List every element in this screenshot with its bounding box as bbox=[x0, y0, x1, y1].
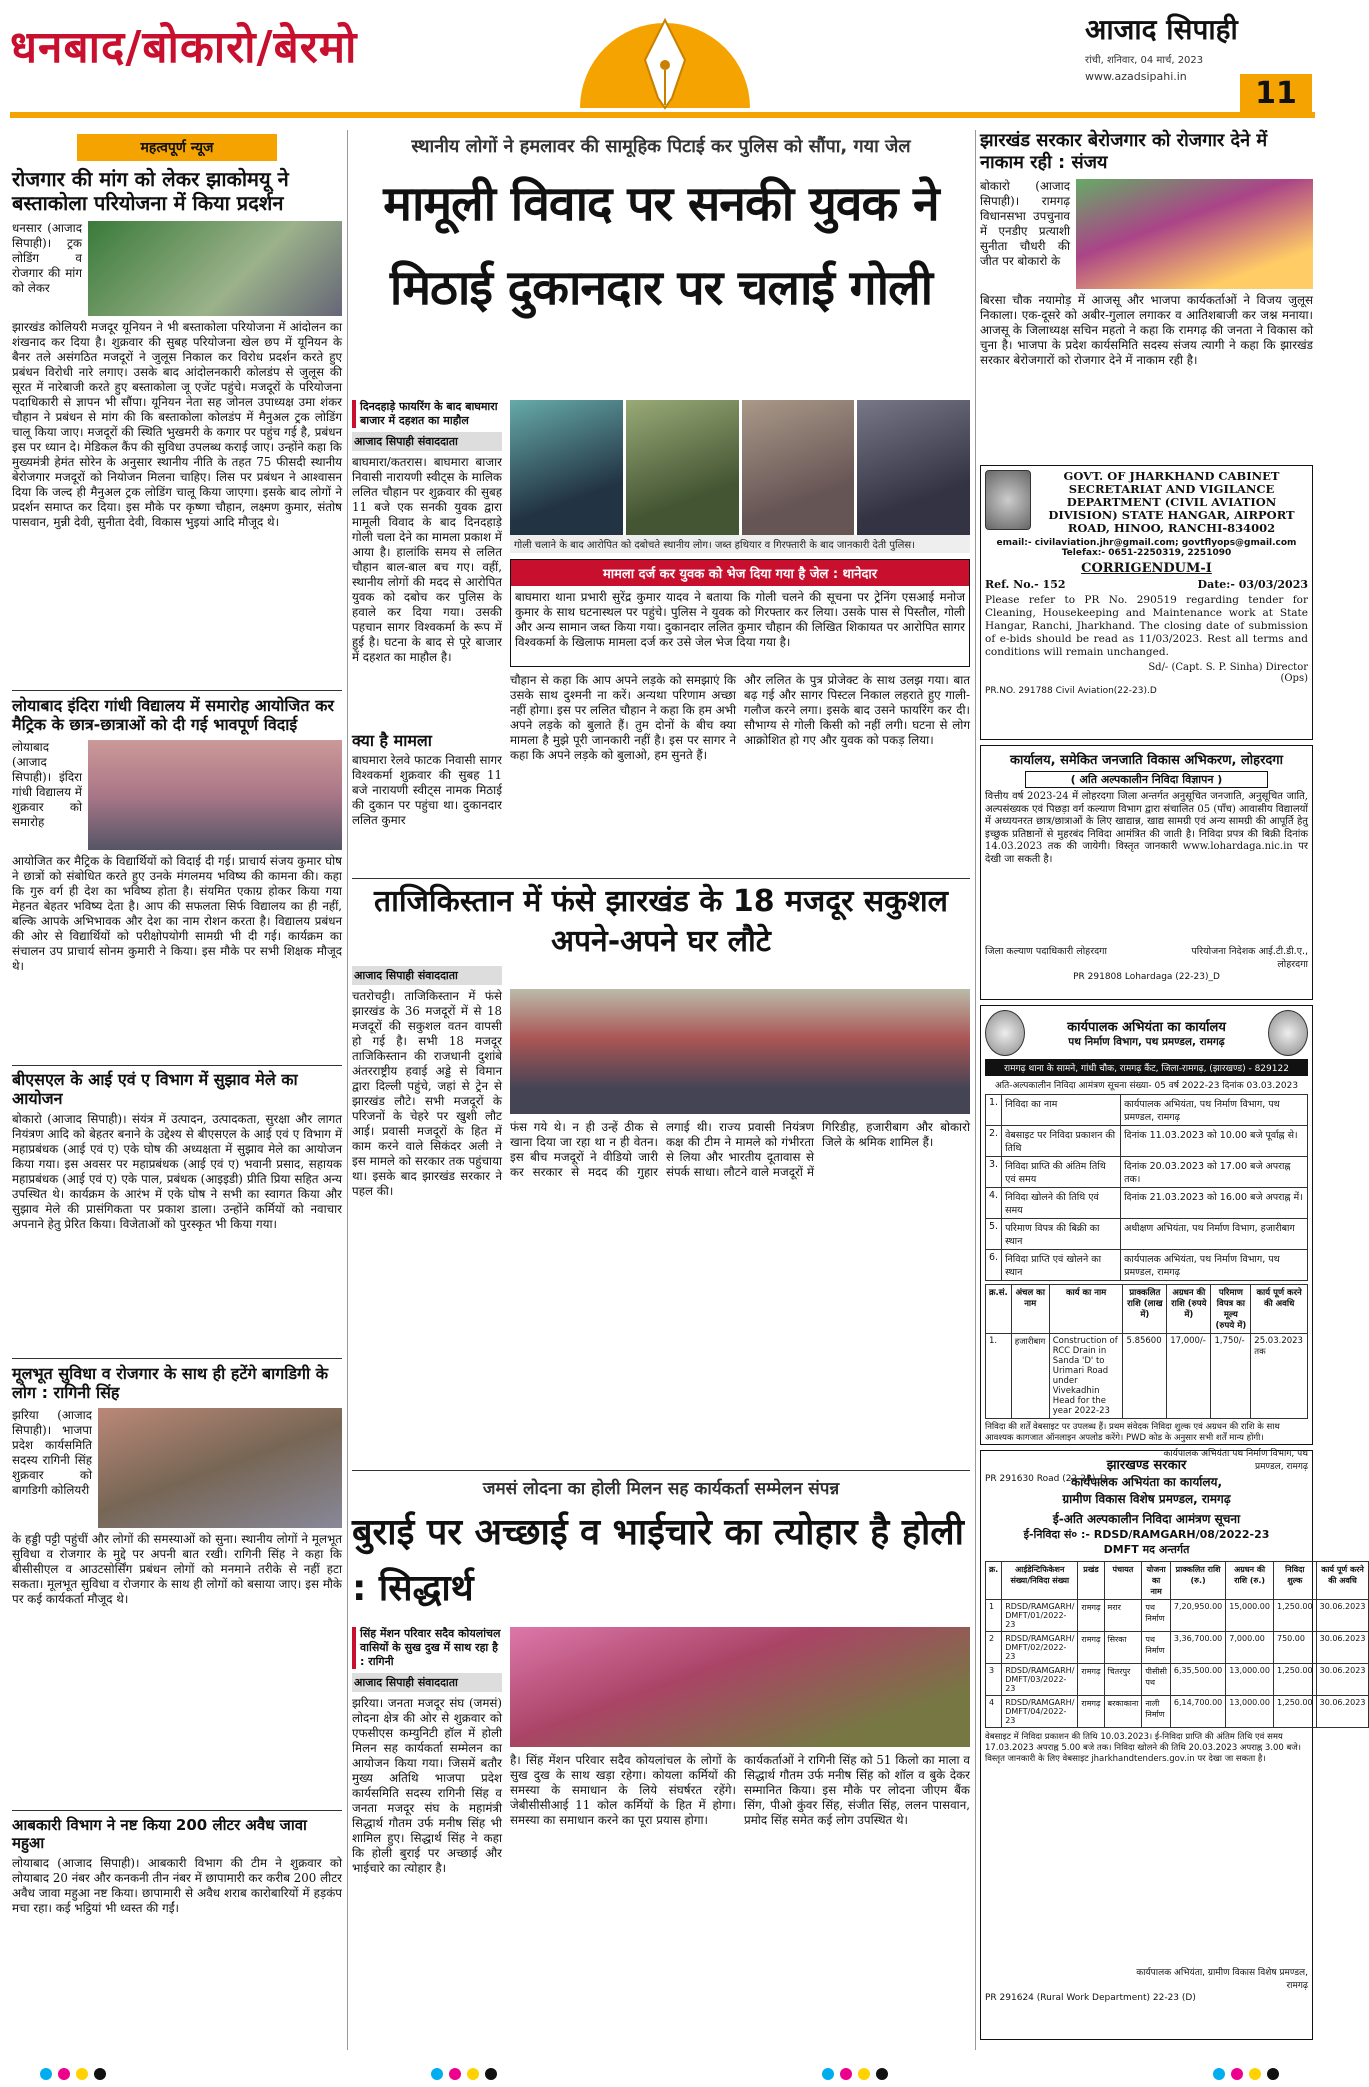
workers-photo bbox=[510, 989, 970, 1114]
ad-title: झारखण्ड सरकार bbox=[1106, 1458, 1187, 1473]
table-cell: 2. bbox=[986, 1126, 1002, 1157]
column-rule bbox=[347, 130, 348, 2050]
table-cell: 750.00 bbox=[1273, 1632, 1316, 1664]
table-header: प्राक्कलित राशि (लाख में) bbox=[1123, 1285, 1167, 1334]
table-cell: 3 bbox=[986, 1664, 1002, 1696]
table-row bbox=[986, 1600, 1369, 1632]
civil-aviation-notice bbox=[980, 465, 1313, 740]
table-header: परिमाण विपत्र का मूल्य (रुपये में) bbox=[1211, 1285, 1251, 1334]
masthead-section-title bbox=[10, 18, 430, 78]
table-cell: पीसीसी पथ bbox=[1142, 1664, 1171, 1696]
table-cell: परिमाण विपत्र की बिक्री का स्थान bbox=[1002, 1219, 1121, 1250]
table-cell: निविदा खोलने की तिथि एवं समय bbox=[1002, 1188, 1121, 1219]
holi-photo bbox=[510, 1627, 970, 1747]
color-dot-icon bbox=[467, 2068, 479, 2080]
work-table bbox=[985, 1284, 1308, 1419]
table-row bbox=[986, 1126, 1308, 1157]
ad-title: कार्यपालक अभियंता का कार्यालय bbox=[1067, 1020, 1226, 1035]
rally-photo bbox=[1076, 179, 1313, 289]
story-body: झरिया। जनता मजदूर संघ (जमसं) लोदना क्षेत्र की ओर से शुक्रवार को एफसीएस कम्युनिटी हॉल में होली मिलन सह कार्यकर्ता सम्मेलन का आयोजन किया गया। जिसमें बतौर मुख्य अतिथि भाजपा प्रदेश कार्यसमिति सदस्य रागिनी सिंह व जनता मजदूर संघ के महामंत्री सिद्धार्थ गौतम उर्फ मनीष सिंह भी शामिल हुए। सिद्धार्थ सिंह ने कहा कि होली बुराई पर अच्छाई और भाईचारे का त्योहार है। bbox=[352, 1696, 502, 1875]
table-cell: 30.06.2023 bbox=[1316, 1696, 1369, 1728]
divider bbox=[12, 1358, 342, 1359]
right-column bbox=[980, 130, 1366, 2055]
ad-office: कार्यपालक अभियंता का कार्यालय, bbox=[1070, 1475, 1223, 1489]
table-header: प्राक्कलित राशि (रु.) bbox=[1170, 1562, 1225, 1600]
ad-division: ग्रामीण विकास विशेष प्रमण्डल, रामगढ़ bbox=[1062, 1492, 1231, 1506]
table-cell: रामगढ़ bbox=[1078, 1664, 1104, 1696]
byline: आजाद सिपाही संवाददाता bbox=[352, 966, 502, 985]
main-headline-line-2: मिठाई दुकानदार पर चलाई गोली bbox=[389, 260, 933, 316]
ad-sign-right: परियोजना निदेशक आई.टी.डी.ए., लोहरदगा bbox=[1191, 946, 1308, 970]
table-cell: 30.06.2023 bbox=[1316, 1632, 1369, 1664]
table-cell: 1,250.00 bbox=[1273, 1696, 1316, 1728]
story-lead: धनसार (आजाद सिपाही)। ट्रक लोडिंग व रोजगार की मांग को लेकर bbox=[12, 221, 82, 295]
table-cell: पथ निर्माण bbox=[1142, 1600, 1171, 1632]
color-dot-icon bbox=[840, 2068, 852, 2080]
table-cell: निविदा प्राप्ति की अंतिम तिथि एवं समय bbox=[1002, 1157, 1121, 1188]
story-body: और ललित के पुत्र प्रोजेक्ट के साथ उलझ गया। बात बढ़ गई और सागर पिस्टल निकाल लहराते हुए गाली-गलौज करने लगा। इसके बाद उसने फायरिंग कर दी। सौभाग्य से गोली किसी को नहीं लगी। घटना से लोग आक्रोशित हो गए और युवक को पकड़ लिया। bbox=[744, 673, 970, 747]
table-cell: हजारीबाग bbox=[1011, 1334, 1049, 1419]
byline: आजाद सिपाही संवाददाता bbox=[352, 432, 502, 451]
section-title: धनबाद/बोकारो/बेरमो bbox=[10, 22, 358, 73]
color-dot-icon bbox=[58, 2068, 70, 2080]
ad-sign: Sd/- (Capt. S. P. Sinha) Director (Ops) bbox=[1148, 662, 1308, 684]
pen-nib-icon bbox=[560, 0, 770, 110]
table-cell: 1,250.00 bbox=[1273, 1600, 1316, 1632]
table-cell: दिनांक 20.03.2023 को 17.00 बजे अपराह्न तक। bbox=[1121, 1157, 1308, 1188]
table-header: क्र. bbox=[986, 1562, 1002, 1600]
story-body: बाघमारा रेलवे फाटक निवासी सागर विश्वकर्मा शुक्रवार की सुबह 11 बजे नारायणी स्वीट्स नामक मिठाई की दुकान पर पहुंचा था। दुकानदार ललित कुमार bbox=[352, 753, 502, 827]
color-dot-icon bbox=[1213, 2068, 1225, 2080]
emblem-icon bbox=[985, 470, 1031, 530]
website: www.azadsipahi.in bbox=[1085, 70, 1187, 83]
color-dot-icon bbox=[94, 2068, 106, 2080]
table-cell: रामगढ़ bbox=[1078, 1632, 1104, 1664]
tender-info-table bbox=[985, 1094, 1308, 1281]
ad-contact: email:- civilaviation.jhr@gmail.com; govtflyops@gmail.com Telefax:- 0651-2250319, 2251090 bbox=[996, 538, 1297, 558]
table-cell: RDSD/RAMGARH/ DMFT/03/2022-23 bbox=[1002, 1664, 1078, 1696]
table-cell: 2 bbox=[986, 1632, 1002, 1664]
table-cell: 7,000.00 bbox=[1226, 1632, 1274, 1664]
table-cell: 17,000/- bbox=[1167, 1334, 1211, 1419]
divider bbox=[12, 690, 342, 691]
table-cell: रामगढ़ bbox=[1078, 1696, 1104, 1728]
ad-ref: Ref. No.- 152 bbox=[985, 578, 1066, 591]
story-body: बिरसा चौक नयामोड़ में आजसू और भाजपा कार्यकर्ताओं ने विजय जुलूस निकाला। एक-दूसरे को अबीर-गुलाल लगाकर व आतिशबाजी कर जश्न मनाया। आजसू के जिलाध्यक्ष सचिन महतो ने कहा कि रामगढ़ की जनता ने विकास को चुना है। भाजपा के प्रदेश कार्यसमिति सदस्य संजय त्यागी ने कहा कि झारखंड सरकार बेरोजगारों को रोजगार देने में नाकाम रही है। bbox=[980, 293, 1313, 368]
table-cell: दिनांक 11.03.2023 को 10.00 बजे पूर्वाह्न से। bbox=[1121, 1126, 1308, 1157]
story-lead: झरिया (आजाद सिपाही)। भाजपा प्रदेश कार्यसमिति सदस्य रागिनी सिंह शुक्रवार को बागडिगी कोलियरी bbox=[12, 1408, 92, 1498]
table-cell: निविदा का नाम bbox=[1002, 1095, 1121, 1126]
divider bbox=[352, 878, 970, 879]
byline: आजाद सिपाही संवाददाता bbox=[352, 1673, 502, 1692]
table-cell: वेबसाइट पर निविदा प्रकाशन की तिथि bbox=[1002, 1126, 1121, 1157]
table-cell: अधीक्षण अभियंता, पथ निर्माण विभाग, हजारीबाग bbox=[1121, 1219, 1308, 1250]
table-cell: दिनांक 21.03.2023 को 16.00 बजे अपराह्न में। bbox=[1121, 1188, 1308, 1219]
ad-ref: ई-निविदा सं० :- RDSD/RAMGARH/08/2022-23 bbox=[1023, 1528, 1270, 1541]
table-cell: 6. bbox=[986, 1250, 1002, 1281]
story-body: कार्यकर्ताओं ने रागिनी सिंह को 51 किलो का माला व सिद्धार्थ गौतम उर्फ मनीष सिंह को शॉल व बुके देकर सम्मानित किया। इस मौके पर लोदना जीएम बैंक सिंग, पीओ कुंवर सिंह, संजीत सिंह, ललन पासवान, प्रमोद सिंह समेत कई लोग उपस्थित थे। bbox=[744, 1753, 970, 1827]
rural-tender-table bbox=[985, 1561, 1369, 1728]
ad-subtitle: ( अति अल्पकालीन निविदा विज्ञापन ) bbox=[1025, 771, 1268, 788]
table-cell: 30.06.2023 bbox=[1316, 1664, 1369, 1696]
ad-subtitle: पथ निर्माण विभाग, पथ प्रमण्डल, रामगढ़ bbox=[1068, 1036, 1225, 1048]
registration-marks bbox=[822, 2065, 894, 2084]
ad-sign-left: जिला कल्याण पदाधिकारी लोहरदगा bbox=[985, 946, 1107, 957]
ad-title: कार्यालय, समेकित जनजाति विकास अभिकरण, लोहरदगा bbox=[1010, 753, 1283, 768]
table-row bbox=[986, 1188, 1308, 1219]
subhead: क्या है मामला bbox=[352, 731, 432, 750]
color-dot-icon bbox=[76, 2068, 88, 2080]
table-cell: 13,000.00 bbox=[1226, 1664, 1274, 1696]
center-section bbox=[352, 130, 970, 2055]
story-headline: बुराई पर अच्छाई व भाईचारे का त्योहार है होली : सिद्धार्थ bbox=[352, 1512, 965, 1609]
color-dot-icon bbox=[485, 2068, 497, 2080]
students-photo bbox=[88, 740, 342, 850]
table-header: पंचायत bbox=[1104, 1562, 1142, 1600]
table-row bbox=[986, 1664, 1369, 1696]
table-row bbox=[986, 1250, 1308, 1281]
table-cell: चितरपुर bbox=[1104, 1664, 1142, 1696]
registration-marks bbox=[40, 2065, 112, 2084]
story-headline: आबकारी विभाग ने नष्ट किया 200 लीटर अवैध जावा महुआ bbox=[12, 1816, 307, 1852]
story-lead: बोकारो (आजाद सिपाही)। रामगढ़ विधानसभा उपचुनाव में एनडीए प्रत्याशी सुनीता चौधरी की जीत पर बोकारो के bbox=[980, 179, 1070, 269]
table-cell: RDSD/RAMGARH/ DMFT/04/2022-23 bbox=[1002, 1696, 1078, 1728]
table-header: अग्रधन की राशि (रुपये में) bbox=[1167, 1285, 1211, 1334]
registration-marks bbox=[1213, 2065, 1285, 2084]
paper-name: आजाद सिपाही bbox=[1085, 13, 1238, 46]
box-title: मामला दर्ज कर युवक को भेज दिया गया है जेल : थानेदार bbox=[511, 560, 969, 586]
table-cell: 3,36,700.00 bbox=[1170, 1632, 1225, 1664]
table-row bbox=[986, 1696, 1369, 1728]
ad-sign: कार्यपालक अभियंता पथ निर्माण विभाग, पथ प्रमण्डल, रामगढ़ bbox=[1163, 1449, 1308, 1472]
sidebar-tag: दिनदहाड़े फायरिंग के बाद बाघमारा बाजार में दहशत का माहौल bbox=[352, 400, 502, 428]
table-cell: 4. bbox=[986, 1188, 1002, 1219]
story-body: बोकारो (आजाद सिपाही)। संयंत्र में उत्पादन, उत्पादकता, सुरक्षा और लागत नियंत्रण आदि को बेहतर बनाने के उद्देश्य से बीएसएल के आई एवं ए विभाग में महाप्रबंधक (आई एवं ए) एके घोष की अध्यक्षता में सुझाव मेले का आयोजन किया गया। इस अवसर पर महाप्रबंधक (आई एवं ए) भवानी प्रसाद, सहायक महाप्रबंधक (आई एवं ए) एके पाल, प्रबंधक (आइइडी) प्रीति प्रिया सहित अन्य उपस्थित थे। कार्यक्रम के आरंभ में एके घोष ने सभी का स्वागत किया और सुझाव मेले की प्रासंगिकता पर प्रकाश डाला। उन्होंने कर्मियों को नवाचार अपनाने हेतु प्रेरित किया। विजेताओं को पुरस्कृत भी किया गया। bbox=[12, 1112, 342, 1232]
photo-caption: गोली चलाने के बाद आरोपित को दबोचते स्थानीय लोग। जब्त हथियार व गिरफ्तारी के बाद जानकारी देती पुलिस। bbox=[510, 535, 970, 553]
ad-notice: ई-अति अल्पकालीन निविदा आमंत्रण सूचना bbox=[1052, 1512, 1241, 1526]
story-body: बाघमारा/कतरास। बाघमारा बाजार निवासी नारायणी स्वीट्स के मालिक ललित चौहान पर शुक्रवार की सुबह 11 बजे एक सनकी युवक द्वारा मामूली विवाद के बाद दिनदहाड़े गोली चला देने का मामला प्रकाश में आया है। हालांकि समय से ललित चौहान बाल-बाल बच गए। वहीं, स्थानीय लोगों की मदद से आरोपित युवक को दबोच कर पुलिस के हवाले कर दिया गया। उसकी पहचान सागर विश्वकर्मा के रूप में हुई है। घटना के बाद से पूरे बाजार में दहशत का माहौल है। bbox=[352, 455, 502, 664]
story-body: लोयाबाद (आजाद सिपाही)। आबकारी विभाग की टीम ने शुक्रवार को लोयाबाद 20 नंबर और कनकनी तीन नंबर में छापामारी कर करीब 200 लीटर अवैध जावा महुआ नष्ट किया। छापामारी से अवैध शराब कारोबारियों में हड़कंप मचा रहा। कई भट्ठियां भी ध्वस्त की गईं। bbox=[12, 1856, 342, 1915]
ad-sub: DMFT मद अन्तर्गत bbox=[1103, 1543, 1190, 1556]
story-tag: सिंह मेंशन परिवार सदैव कोयलांचल वासियों के सुख दुख में साथ रहा है : रागिनी bbox=[352, 1627, 502, 1669]
divider bbox=[352, 1470, 970, 1471]
color-dot-icon bbox=[858, 2068, 870, 2080]
story-body: चौहान से कहा कि आप अपने लड़के को समझाएं कि उसके साथ दुश्मनी ना करें। अन्यथा परिणाम अच्छा नहीं होगा। इस पर ललित चौहान ने कहा कि हम अभी अपने लड़के को बुलाते हैं। तुम दोनों के बीच क्या मामला है मुझे पूरी जानकारी नहीं है। इस पर सागर ने कहा कि अपने लड़के को बुलाओ, हम सुनते हैं। bbox=[510, 673, 736, 762]
color-dot-icon bbox=[449, 2068, 461, 2080]
divider bbox=[12, 1810, 342, 1811]
ad-pr: PR 291624 (Rural Work Department) 22-23 (D) bbox=[985, 1993, 1196, 2003]
table-cell: कार्यपालक अभियंता, पथ निर्माण विभाग, पथ प्रमण्डल, रामगढ़ bbox=[1121, 1250, 1308, 1281]
story-body: चतरोचट्टी। ताजिकिस्तान में फंसे झारखंड के 36 मजदूरों में से 18 मजदूरों की सकुशल वतन वापसी हो गई है। सभी 18 मजदूर ताजिकिस्तान की राजधानी दुशांबे अंतरराष्ट्रीय हवाई अड्डे से विमान द्वारा दिल्ली पहुंचे, जहां से ट्रेन से झारखंड लौटे। सभी मजदूरों के परिजनों के चेहरे पर खुशी लौट आई। प्रवासी मजदूरों के हित में काम करने वाले सिकंदर अली ने इस मामले को सरकार तक पहुंचाया था। इसके बाद झारखंड सरकार ने पहल की। bbox=[352, 989, 502, 1198]
table-cell: 3. bbox=[986, 1157, 1002, 1188]
table-header: कार्य पूर्ण करने की अवधि bbox=[1316, 1562, 1369, 1600]
protest-photo bbox=[88, 221, 342, 316]
ad-body: वित्तीय वर्ष 2023-24 में लोहरदगा जिला अन्तर्गत अनुसूचित जनजाति, अनुसूचित जाति, अल्पसंख्यक एवं पिछड़ा वर्ग कल्याण विभाग द्वारा संचालित 05 (पाँच) आवासीय विद्यालयों में अध्ययनरत छात्र/छात्राओं के लिए खाद्यान्न, खाद्य सामग्री एवं अन्य सामग्री की आपूर्ति हेतु इच्छुक प्रतिष्ठानों से मुहरबंद निविदा आमंत्रित की जाती है। निविदा प्रपत्र की बिक्री दिनांक 14.03.2023 तक की जायेगी। विस्तृत जानकारी www.lohardaga.nic.in पर देखी जा सकती है। bbox=[985, 791, 1308, 865]
table-cell: 1,750/- bbox=[1211, 1334, 1251, 1419]
table-cell: 1,250.00 bbox=[1273, 1664, 1316, 1696]
table-cell: रामगढ़ bbox=[1078, 1600, 1104, 1632]
color-dot-icon bbox=[1267, 2068, 1279, 2080]
ad-notes: वेबसाइट में निविदा प्रकाशन की तिथि 10.03.2023। ई-निविदा प्राप्ति की अंतिम तिथि एवं समय 17.03.2023 अपराह्न 5.00 बजे तक। निविदा खोलने की तिथि 20.03.2023 अपराह्न 3.00 बजे। विस्तृत जानकारी के लिए वेबसाइट jharkhandtenders.gov.in पर देखा जा सकता है। bbox=[985, 1732, 1301, 1764]
story-lead: लोयाबाद (आजाद सिपाही)। इंदिरा गांधी विद्यालय में शुक्रवार को समारोह bbox=[12, 740, 82, 830]
color-dot-icon bbox=[876, 2068, 888, 2080]
table-row bbox=[986, 1219, 1308, 1250]
page-number: 11 bbox=[1240, 74, 1312, 114]
story-headline: झारखंड सरकार बेरोजगार को रोजगार देने में नाकाम रही : संजय bbox=[980, 130, 1268, 173]
ad-notice: अति-अल्पकालीन निविदा आमंत्रण सूचना संख्या- 05 वर्ष 2022-23 दिनांक 03.03.2023 bbox=[994, 1081, 1299, 1091]
masthead-rule bbox=[10, 112, 1315, 118]
story-body: आयोजित कर मैट्रिक के विद्यार्थियों को विदाई दी गई। प्राचार्य संजय कुमार घोष ने छात्रों को संबोधित करते हुए उनके मंगलमय भविष्य की कामना की। कहा कि गुरु वर्ग ही देश का भविष्य होता है। संयमित एकाग्र होकर किया गया मेहनत बेहतर भविष्य देता है। आप की सफलता सिर्फ विद्यालय का ही नहीं, बल्कि आपके अभिभावक और देश का नाम रोशन करता है। विद्यालय प्रबंधन की ओर से विद्यार्थियों को परीक्षोपयोगी सामग्री भी दी गई। कार्यक्रम का संचालन उप प्राचार्य सोनम कुमारी ने किया। इस मौके पर सभी शिक्षक मौजूद थे। bbox=[12, 854, 342, 974]
rural-division-notice bbox=[980, 1450, 1366, 2040]
table-cell: 15,000.00 bbox=[1226, 1600, 1274, 1632]
story-body: झारखंड कोलियरी मजदूर यूनियन ने भी बस्ताकोला परियोजना में आंदोलन का शंखनाद कर दिया है। शुक्रवार की सुबह परियोजना खेल छप में यूनियन के बैनर तले असंगठित मजदूरों ने जुलूस निकाल कर विरोध प्रदर्शन करते हुए प्रबंधन विरोधी नारे लगाए। उसके बाद आंदोलनकारी कोलडंप से जुलूस की सूरत में नारेबाजी करते हुए बस्ताकोला जू एजेंट पहुंचे। मजदूरों के परियोजना पदाधिकारी से ज्ञापन भी सौंपा। यूनियन नेता सह जोनल उपाध्यक्ष उमा शंकर चौहान ने प्रबंधन से मांग की कि बस्ताकोला कोलडंप में मैनुअल ट्रक लोडिंग चालू किया जाए। मजदूरों की स्थिति भुखमरी के कगार पर पहुंच गई है, प्रबंधन इस पर ध्यान दे। मेडिकल कैंप की सुविधा उपलब्ध कराई जाए। उन्होंने कहा कि मुख्यमंत्री हेमंत सोरेन के अनुसार स्थानीय नीति के तहत 75 फीसदी स्थानीय बेरोजगार मजदूरों को नियोजन मिलना चाहिए। लिस पर प्रबंधन ने आश्वासन दिया कि जल्द ही मैनुअल ट्रक लोडिंग चालू किया जाएगा। इसके बाद लोगों ने प्रदर्शन समाप्त कर दिया। इस मौके पर कृष्णा चौहान, लक्ष्मण कुमार, संतोष पासवान, मुन्नी देवी, सुनीता देवी, विकास भुइयां आदि मौजूद थे। bbox=[12, 320, 342, 529]
lohardaga-tender-notice bbox=[980, 745, 1313, 1000]
table-cell: निविदा प्राप्ति एवं खोलने का स्थान bbox=[1002, 1250, 1121, 1281]
box-body: बाघमारा थाना प्रभारी सुरेंद्र कुमार यादव ने बताया कि गोली चलने की सूचना पर ट्रेनिंग एसआई मनोज कुमार के साथ घटनास्थल पर पहुंचे। पुलिस ने युवक को गिरफ्तार कर लिया। उसके पास से पिस्तौल, गोली और अन्य सामान जब्त किया गया। दुकानदार ललित कुमार चौहान की लिखित शिकायत पर आरोपित सागर विश्वकर्मा के खिलाफ मामला दर्ज कर उसे जेल भेज दिया गया है। bbox=[515, 590, 965, 649]
left-column bbox=[12, 130, 342, 2055]
table-cell: 1 bbox=[986, 1600, 1002, 1632]
table-header: आईडेन्टिफिकेशन संख्या/निविदा संख्या bbox=[1002, 1562, 1078, 1600]
ad-pr: PR 291808 Lohardaga (22-23)_D bbox=[1073, 972, 1220, 982]
table-header: निविदा शुल्क bbox=[1273, 1562, 1316, 1600]
table-cell: RDSD/RAMGARH/ DMFT/01/2022-23 bbox=[1002, 1600, 1078, 1632]
table-cell: सिरका bbox=[1104, 1632, 1142, 1664]
main-headline-line-1: मामूली विवाद पर सनकी युवक ने bbox=[383, 176, 939, 232]
table-cell: 1. bbox=[986, 1095, 1002, 1126]
column-rule bbox=[975, 130, 976, 2050]
color-dot-icon bbox=[822, 2068, 834, 2080]
table-header: अग्रधन की राशि (रु.) bbox=[1226, 1562, 1274, 1600]
ragini-photo bbox=[98, 1408, 342, 1528]
table-row bbox=[986, 1632, 1369, 1664]
color-dot-icon bbox=[1231, 2068, 1243, 2080]
story-body: फंस गये थे। न ही उन्हें ठीक से खाना दिया जा रहा था न ही वेतन। इस बीच मजदूरों ने वीडियो जारी कर सरकार से मदद की गुहार लगाई थी। राज्य प्रवासी नियंत्रण कक्ष की टीम ने मामले को गंभीरता से लिया और भारतीय दूतावास से संपर्क साधा। लौटने वाले मजदूरों में गिरिडीह, हजारीबाग और बोकारो जिले के श्रमिक शामिल हैं। bbox=[510, 1120, 970, 1179]
table-cell: कार्यपालक अभियंता, पथ निर्माण विभाग, पथ प्रमण्डल, रामगढ़ bbox=[1121, 1095, 1308, 1126]
ad-notes: निविदा की शर्तें वेबसाइट पर उपलब्ध हैं। प्रथम संवेदक निविदा शुल्क एवं अग्रधन की राशि के साथ आवश्यक कागजात ऑनलाइन अपलोड करेंगे। PWD कोड के अनुसार सभी शर्तें मान्य होंगी। bbox=[985, 1422, 1280, 1443]
table-cell: 1. bbox=[986, 1334, 1012, 1419]
table-header: कार्य पूर्ण करने की अवधि bbox=[1251, 1285, 1308, 1334]
table-cell: 6,35,500.00 bbox=[1170, 1664, 1225, 1696]
table-header: कार्य का नाम bbox=[1049, 1285, 1123, 1334]
table-cell: 25.03.2023 तक bbox=[1251, 1334, 1308, 1419]
table-cell: 5.85600 bbox=[1123, 1334, 1167, 1419]
color-dot-icon bbox=[40, 2068, 52, 2080]
story-headline: बीएसएल के आई एवं ए विभाग में सुझाव मेले का आयोजन bbox=[12, 1070, 298, 1109]
story-headline: लोयाबाद इंदिरा गांधी विद्यालय में समारोह आयोजित कर मैट्रिक के छात्र-छात्राओं को दी गई भावपूर्ण विदाई bbox=[12, 696, 334, 735]
divider bbox=[12, 1065, 342, 1066]
table-cell: 4 bbox=[986, 1696, 1002, 1728]
table-cell: 7,20,950.00 bbox=[1170, 1600, 1225, 1632]
ad-heading: CORRIGENDUM-I bbox=[1081, 561, 1212, 576]
color-dot-icon bbox=[431, 2068, 443, 2080]
arrest-photo bbox=[510, 400, 970, 535]
story-headline: रोजगार की मांग को लेकर झाकोमयू ने बस्ताकोला परियोजना में किया प्रदर्शन bbox=[12, 167, 289, 215]
table-cell: नाली निर्माण bbox=[1142, 1696, 1171, 1728]
ad-date: Date:- 03/03/2023 bbox=[1197, 578, 1308, 591]
table-row bbox=[986, 1095, 1308, 1126]
story-headline: मूलभूत सुविधा व रोजगार के साथ ही हटेंगे बागडिगी के लोग : रागिनी सिंह bbox=[12, 1364, 329, 1403]
ad-pr: PR.NO. 291788 Civil Aviation(22-23).D bbox=[985, 686, 1157, 696]
table-cell: बरकाकाना bbox=[1104, 1696, 1142, 1728]
table-cell: Construction of RCC Drain in Sanda 'D' to Urimari Road under Vivekadhin Head for the year 2022-23 bbox=[1049, 1334, 1123, 1419]
table-cell: 5. bbox=[986, 1219, 1002, 1250]
table-cell: 13,000.00 bbox=[1226, 1696, 1274, 1728]
color-dot-icon bbox=[1249, 2068, 1261, 2080]
table-row bbox=[986, 1157, 1308, 1188]
table-cell: मरार bbox=[1104, 1600, 1142, 1632]
ad-body: Please refer to PR No. 290519 regarding tender for Cleaning, Housekeeping and Maintenance work at State Hangar, Ranchi, Jharkhand. The closing date of submission of e-bids should be read as 11/03/2023. Rest all terms and conditions will remain unchanged. bbox=[985, 594, 1308, 658]
table-cell: RDSD/RAMGARH/ DMFT/02/2022-23 bbox=[1002, 1632, 1078, 1664]
table-header: प्रखंड bbox=[1078, 1562, 1104, 1600]
table-cell: 6,14,700.00 bbox=[1170, 1696, 1225, 1728]
table-header: अंचल का नाम bbox=[1011, 1285, 1049, 1334]
story-body: के हड्डी पट्टी पहुंचीं और लोगों की समस्याओं को सुना। स्थानीय लोगों ने मूलभूत सुविधा व रोजगार के मुद्दे पर अपनी बात रखी। रागिनी सिंह ने कहा कि बीसीसीएल व आउटसोर्सिंग प्रबंधन लोगों को मनमाने तरीके से नहीं हटा सकता। मूलभूत सुविधा व रोजगार के साथ ही लोगों को बसाया जाए। इस मौके पर कई कार्यकर्ता मौजूद थे। bbox=[12, 1532, 342, 1607]
section-label: महत्वपूर्ण न्यूज bbox=[77, 134, 277, 161]
masthead-logo bbox=[560, 0, 770, 110]
story-headline: ताजिकिस्तान में फंसे झारखंड के 18 मजदूर सकुशल अपने-अपने घर लौटे bbox=[374, 884, 948, 959]
emblem-icon bbox=[1268, 1010, 1308, 1056]
table-cell: 30.06.2023 bbox=[1316, 1600, 1369, 1632]
story-kicker: जमसं लोदना का होली मिलन सह कार्यकर्ता सम्मेलन संपन्न bbox=[482, 1479, 840, 1499]
emblem-icon bbox=[985, 1010, 1025, 1056]
table-header: क्र.सं. bbox=[986, 1285, 1012, 1334]
ad-title: GOVT. OF JHARKHAND CABINET SECRETARIAT AND VIGILANCE DEPARTMENT (CIVIL AVIATION DIVISION) STATE HANGAR, AIRPORT ROAD, HINOO, RANCHI-834002 bbox=[1048, 469, 1295, 535]
table-header: योजना का नाम bbox=[1142, 1562, 1171, 1600]
lead-kicker: स्थानीय लोगों ने हमलावर की सामूहिक पिटाई कर पुलिस को सौंपा, गया जेल bbox=[411, 136, 911, 157]
story-body: है। सिंह मेंशन परिवार सदैव कोयलांचल के लोगों के सुख दुख के साथ खड़ा रहेगा। कोयला कर्मियों की समस्या के समाधान के लिये संघर्षरत रहेंगे। जेबीसीसीआई 11 कोल कर्मियों के हित में होगा। समस्या का समाधान करने का पूरा प्रयास होगा। bbox=[510, 1753, 736, 1827]
dateline: रांची, शनिवार, 04 मार्च, 2023 bbox=[1085, 55, 1204, 66]
footer-color-dots bbox=[0, 2062, 1325, 2087]
table-cell: पथ निर्माण bbox=[1142, 1632, 1171, 1664]
ad-pr: PR 291630 Road (22-23)_D bbox=[985, 1474, 1107, 1484]
ad-sign: कार्यपालक अभियंता, ग्रामीण विकास विशेष प्रमण्डल, रामगढ़ bbox=[1136, 1968, 1308, 1991]
ad-address: रामगढ़ थाना के सामने, गांधी चौक, रामगढ़ कैंट, जिला-रामगढ़, (झारखण्ड) - 829122 bbox=[985, 1059, 1308, 1076]
registration-marks bbox=[431, 2065, 503, 2084]
